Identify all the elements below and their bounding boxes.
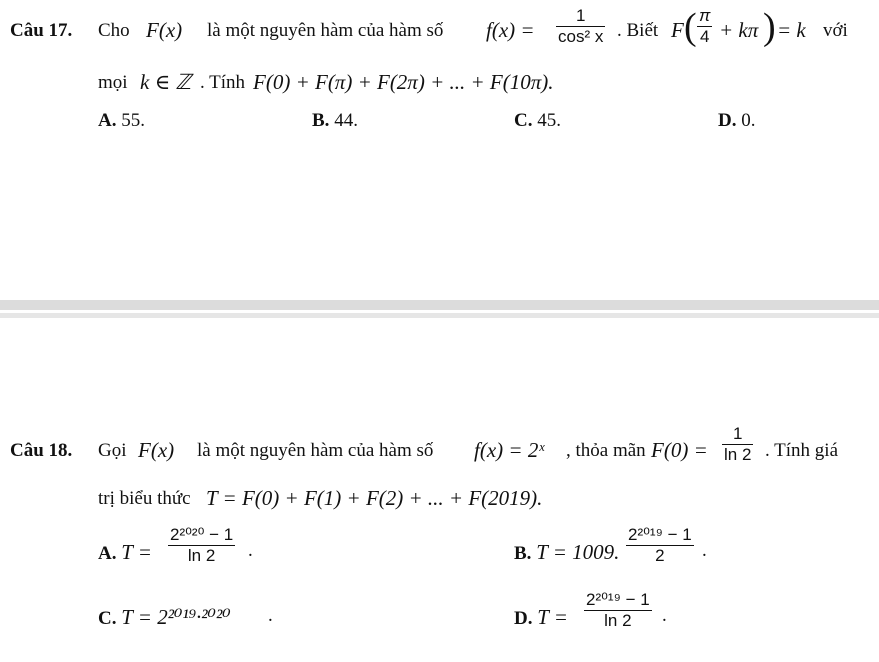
question-text: mọi [98,72,128,93]
option-label: B. [514,543,532,564]
question-number: Câu 18. [10,440,73,461]
option-c[interactable] [98,605,231,630]
option-label: B. [312,110,330,131]
question-text: trị biểu thức [98,488,191,509]
option-label: A. [98,110,117,131]
question-text: là một nguyên hàm của hàm số [197,440,434,461]
fraction-denominator: ln 2 [724,444,752,464]
option-label: D. [718,110,737,131]
fraction [556,6,605,46]
math-Fx: F(x) [146,18,183,42]
math-fx: f(x) = 2ˣ [474,438,545,462]
option-label: C. [514,110,533,131]
question-text: . Biết [617,20,659,41]
fraction-denominator: 4 [699,26,710,46]
fraction-denominator: 2 [655,545,665,565]
fraction [722,424,753,464]
fraction-numerator: 2²⁰¹⁹ − 1 [628,525,692,544]
question-number: Câu 17. [10,20,73,41]
option-a[interactable] [98,540,152,565]
math-expr: = k [777,18,806,42]
fraction [697,6,712,46]
divider [0,313,879,318]
option-value: 55. [121,110,145,131]
math-expr: T = F(0) + F(1) + F(2) + ... + F(2019). [206,486,543,510]
option-c[interactable] [514,110,561,132]
fraction-denominator: cos² x [558,26,604,46]
math-expr: + kπ [719,18,759,42]
math-expr: k ∈ ℤ [140,70,192,94]
question-text: Gọi [98,440,127,461]
math-fx: f(x) = [486,18,535,42]
fraction-denominator: ln 2 [187,545,216,565]
option-value: 45. [537,110,561,131]
option-label: C. [98,608,117,629]
right-paren: ) [763,6,776,48]
punctuation: . [662,605,667,626]
question-text: với [823,20,848,41]
punctuation: . [248,540,253,561]
fraction [168,525,235,565]
math-expr: F(0) = [651,438,708,462]
fraction-numerator: 2²⁰¹⁹ − 1 [586,590,650,609]
fraction-numerator: π [699,6,711,25]
option-d[interactable] [514,605,568,630]
option-label: D. [514,608,533,629]
option-expr: T = [537,605,568,629]
option-a[interactable] [98,110,145,132]
punctuation: . [268,605,273,626]
fraction [584,590,652,630]
math-expr: F(0) + F(π) + F(2π) + ... + F(10π). [253,70,554,94]
option-b[interactable] [514,540,619,565]
question-text: Cho [98,20,130,41]
option-d[interactable] [718,110,755,132]
question-text: . Tính giá [765,440,839,461]
option-label: A. [98,543,117,564]
divider [0,300,879,310]
math-Fx: F(x) [138,438,175,462]
option-value: 44. [334,110,358,131]
option-b[interactable] [312,110,358,132]
math-F: F [671,18,684,42]
question-text: . Tính [200,72,246,93]
option-expr: T = [121,540,152,564]
fraction-numerator: 1 [556,6,605,27]
fraction [626,525,694,565]
question-text: là một nguyên hàm của hàm số [207,20,444,41]
left-paren: ( [684,6,697,48]
question-text: , thỏa mãn [566,440,646,461]
option-expr: T = 1009. [536,540,620,564]
option-expr: T = 2²⁰¹⁹·²⁰²⁰ [121,605,231,629]
option-value: 0. [741,110,756,131]
fraction-denominator: ln 2 [604,610,632,630]
fraction-numerator: 1 [722,424,753,445]
punctuation: . [702,540,707,561]
fraction-numerator: 2²⁰²⁰ − 1 [170,525,234,544]
